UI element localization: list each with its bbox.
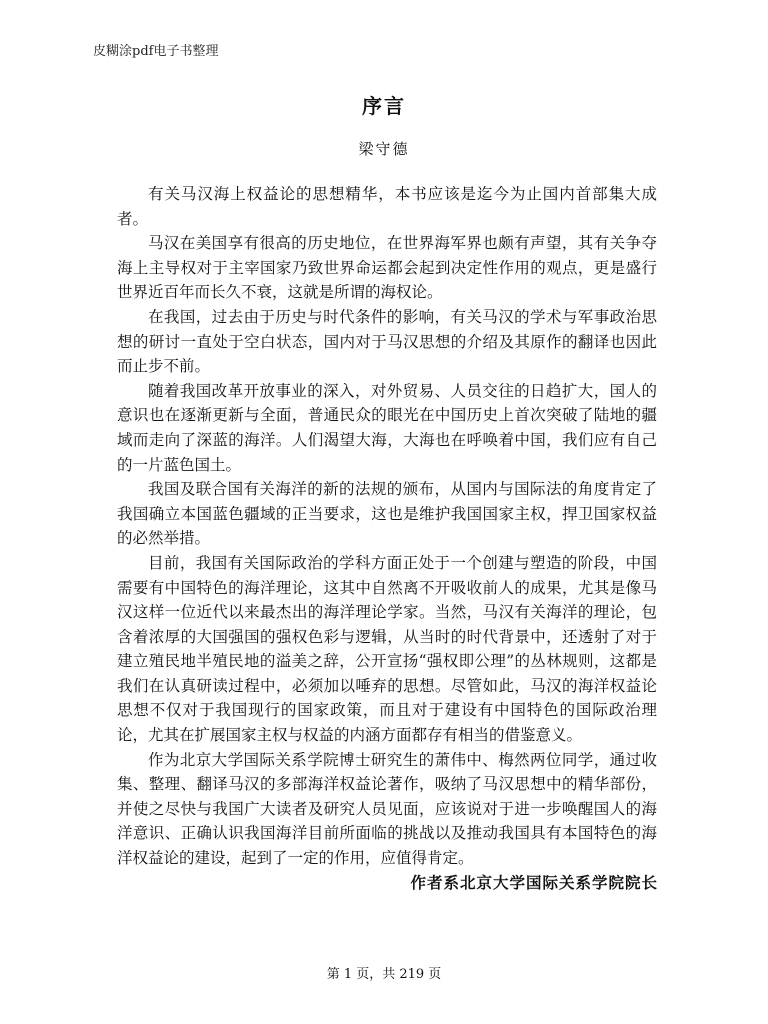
paragraph: 目前，我国有关国际政治的学科方面正处于一个创建与塑造的阶段，中国需要有中国特色的海洋理论，这其中自然离不开吸收前人的成果，尤其是像马汉这样一位近代以来最杰出的海洋理论学家。当然，马汉有关海洋的理论，包含着浓厚的大国强国的强权色彩与逻辑，从当时的时代背景中，还透射了对于建立殖民地半殖民地的溢美之辞，公开宣扬“强权即公理”的丛林规则，这都是我们在认真研读过程中，必须加以唾弃的思想。尽管如此，马汉的海洋权益论思想不仅对于我国现行的国家政策，而且对于建设有中国特色的国际政治理论，尤其在扩展国家主权与权益的内涵方面都存有相当的借鉴意义。	[117, 553, 657, 745]
paragraph: 在我国，过去由于历史与时代条件的影响，有关马汉的学术与军事政治思想的研讨一直处于空白状态，国内对于马汉思想的介绍及其原作的翻译也因此而止步不前。	[117, 307, 657, 376]
author-signature: 作者系北京大学国际关系学院院长	[410, 873, 658, 892]
paragraph: 有关马汉海上权益论的思想精华，本书应该是迄今为止国内首部集大成者。	[117, 185, 657, 228]
paragraph: 我国及联合国有关海洋的新的法规的颁布，从国内与国际法的角度肯定了我国确立本国蓝色疆域的正当要求，这也是维护我国国家主权，捍卫国家权益的必然举措。	[117, 480, 657, 548]
page-header: 皮糊涂pdf电子书整理	[93, 44, 219, 59]
page-number-footer: 第 1 页，共 219 页	[326, 967, 442, 982]
page-title: 序言	[362, 94, 406, 118]
paragraph: 作为北京大学国际关系学院博士研究生的萧伟中、梅然两位同学，通过收集、整理、翻译马汉的多部海洋权益论著作，吸纳了马汉思想中的精华部份，并使之尽快与我国广大读者及研究人员见面，应该说对于进一步唤醒国人的海洋意识、正确认识我国海洋目前所面临的挑战以及推动我国具有本国特色的海洋权益论的建设，起到了一定的作用，应值得肯定。	[117, 750, 657, 868]
body-text	[117, 182, 657, 871]
paragraph: 随着我国改革开放事业的深入，对外贸易、人员交往的日趋扩大，国人的意识也在逐渐更新与全面，普通民众的眼光在中国历史上首次突破了陆地的疆域而走向了深蓝的海洋。人们渴望大海，大海也在呼唤着中国，我们应有自己的一片蓝色国土。	[117, 381, 657, 474]
paragraph: 马汉在美国享有很高的历史地位，在世界海军界也颇有声望，其有关争夺海上主导权对于主宰国家乃致世界命运都会起到决定性作用的观点，更是盛行世界近百年而长久不衰，这就是所谓的海权论。	[117, 234, 657, 302]
author-name: 梁守德	[358, 140, 410, 158]
